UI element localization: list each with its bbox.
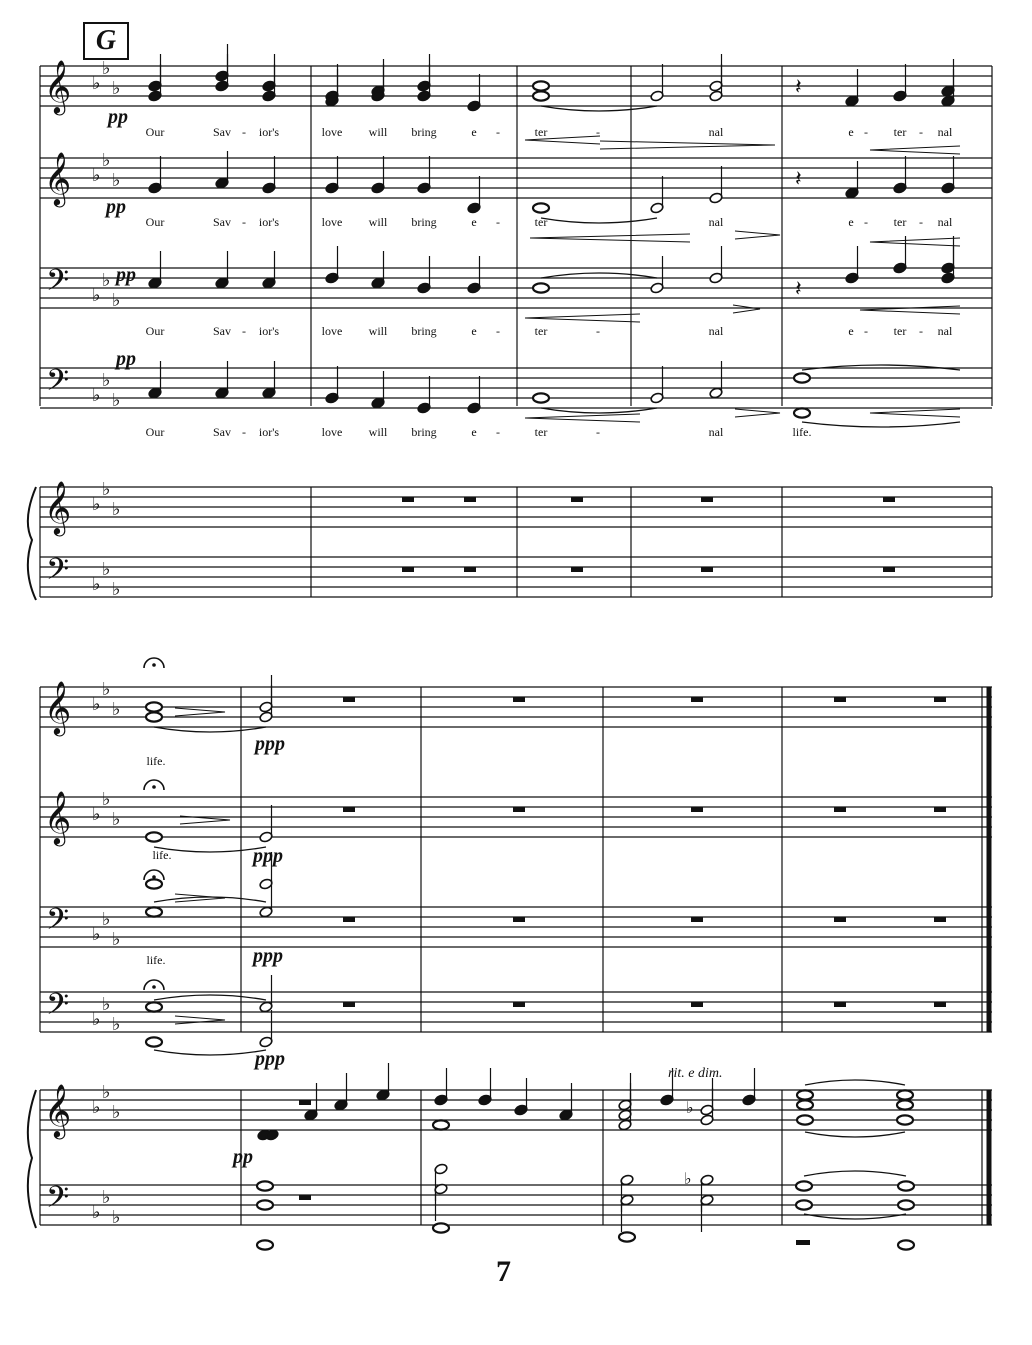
lyric: e <box>471 324 477 338</box>
lyric: ter <box>893 324 907 338</box>
crescendo-hairpin <box>860 306 960 314</box>
piano-lh-clef: 𝄢 <box>46 553 70 594</box>
choir-rest <box>834 807 846 812</box>
lyric: e <box>848 215 854 229</box>
choir-rest <box>691 697 703 702</box>
choir-rest <box>834 917 846 922</box>
whole-note <box>794 408 810 417</box>
lyric: Our <box>145 125 165 139</box>
choir-rest <box>513 807 525 812</box>
tenor-clef: 𝄢 <box>46 264 70 305</box>
alto-2-clef: 𝄞 <box>44 790 72 844</box>
choir-rest <box>513 1002 525 1007</box>
lyric: - <box>596 324 600 338</box>
lyric: nal <box>937 215 953 229</box>
fermata-dot <box>152 663 156 667</box>
lyric: love <box>321 215 343 229</box>
lyric: will <box>368 215 388 229</box>
lyric: nal <box>708 215 724 229</box>
whole-note <box>146 879 162 888</box>
lyric: nal <box>708 425 724 439</box>
fermata-dot <box>152 785 156 789</box>
tie <box>541 106 657 111</box>
lyric: bring <box>411 215 437 229</box>
lyric: - <box>864 215 868 229</box>
crescendo-hairpin <box>870 238 960 246</box>
whole-note <box>533 393 549 402</box>
bass-2-key-signature: ♭ <box>92 1009 101 1030</box>
lyric: - <box>919 125 923 139</box>
tie <box>805 1080 905 1085</box>
lyric: - <box>864 125 868 139</box>
piano-rh-rest <box>402 497 414 502</box>
whole-note <box>797 1090 813 1099</box>
lyric: nal <box>937 125 953 139</box>
bass-2-clef: 𝄢 <box>46 988 70 1029</box>
choir-rest <box>513 917 525 922</box>
flat-accidental: ♭ <box>684 1169 692 1188</box>
tempo-marking: rit. e dim. <box>668 1066 723 1081</box>
lyric: - <box>596 425 600 439</box>
lyric: - <box>496 215 500 229</box>
page-number: 7 <box>496 1255 511 1288</box>
lyric: bring <box>411 324 437 338</box>
crescendo-hairpin <box>530 234 690 242</box>
whole-note <box>898 1200 914 1209</box>
whole-note <box>797 1115 813 1124</box>
alto-lyric-2: life. <box>152 848 172 862</box>
lyric: e <box>471 125 477 139</box>
fermata-dot <box>152 875 156 879</box>
soprano-dynamic: pp <box>108 106 128 128</box>
flat-accidental: ♭ <box>686 1098 694 1117</box>
choir-rest <box>343 917 355 922</box>
lyric: e <box>848 324 854 338</box>
tenor-2-key-signature: ♭ <box>112 929 121 950</box>
bass-clef: 𝄢 <box>46 364 70 405</box>
lyric: - <box>919 215 923 229</box>
piano-lh-rest <box>571 567 583 572</box>
piano-rh-key-signature: ♭ <box>102 479 111 500</box>
lyric: will <box>368 324 388 338</box>
tenor-key-signature: ♭ <box>112 290 121 311</box>
soprano-clef: 𝄞 <box>44 59 72 113</box>
soprano-2-clef: 𝄞 <box>44 680 72 734</box>
choir-rest <box>343 807 355 812</box>
tie <box>154 1050 266 1055</box>
lyric: - <box>864 324 868 338</box>
lyric: - <box>242 324 246 338</box>
piano-lh-rest <box>796 1240 810 1245</box>
soprano-2-key-signature: ♭ <box>112 699 121 720</box>
choir-rest <box>834 697 846 702</box>
lyric: ior's <box>258 125 280 139</box>
lyric: - <box>496 425 500 439</box>
piano-rh-2-clef: 𝄞 <box>44 1083 72 1137</box>
bass-key-signature: ♭ <box>112 390 121 411</box>
whole-note <box>257 1200 273 1209</box>
piano-lh-rest <box>299 1195 311 1200</box>
alto-clef: 𝄞 <box>44 151 72 205</box>
whole-note <box>796 1200 812 1209</box>
whole-note <box>898 1181 914 1190</box>
whole-note <box>897 1090 913 1099</box>
soprano-key-signature: ♭ <box>102 58 111 79</box>
fermata-dot <box>152 985 156 989</box>
lyric: ter <box>893 125 907 139</box>
lyric: e <box>471 215 477 229</box>
choir-rest <box>343 697 355 702</box>
piano-rh-rest <box>299 1100 311 1105</box>
piano-lh-key-signature: ♭ <box>112 579 121 600</box>
crescendo-hairpin <box>525 314 640 322</box>
piano-lh-key-signature: ♭ <box>92 574 101 595</box>
choir-rest <box>934 697 946 702</box>
whole-note <box>897 1100 913 1109</box>
choir-rest <box>934 917 946 922</box>
piano-lh-rest <box>883 567 895 572</box>
piano-rh-2-key-signature: ♭ <box>92 1097 101 1118</box>
bass-key-signature: ♭ <box>102 370 111 391</box>
choir-rest <box>513 697 525 702</box>
tenor-lyric-2: life. <box>146 953 166 967</box>
piano-rh-key-signature: ♭ <box>92 494 101 515</box>
lyric: ter <box>534 425 548 439</box>
whole-note <box>257 1181 273 1190</box>
lyric: e <box>848 125 854 139</box>
choir-rest <box>834 1002 846 1007</box>
lyric: nal <box>708 324 724 338</box>
whole-note <box>619 1232 635 1241</box>
soprano-2-key-signature: ♭ <box>92 694 101 715</box>
lyric: - <box>596 215 600 229</box>
piano-lh-key-signature: ♭ <box>102 559 111 580</box>
lyric: bring <box>411 425 437 439</box>
piano-rh-rest <box>464 497 476 502</box>
tenor-dynamic-2: ppp <box>253 945 283 967</box>
alto-dynamic-2: ppp <box>253 845 283 867</box>
alto-2-key-signature: ♭ <box>112 809 121 830</box>
lyric: - <box>242 215 246 229</box>
tenor-dynamic: pp <box>116 264 136 286</box>
bass-2-key-signature: ♭ <box>112 1014 121 1035</box>
whole-note <box>146 907 162 916</box>
lyric: - <box>242 125 246 139</box>
whole-note <box>257 1240 273 1249</box>
whole-note <box>433 1223 449 1232</box>
choir-rest <box>691 807 703 812</box>
piano-dynamic: pp <box>233 1146 253 1168</box>
crescendo-hairpin <box>525 414 640 422</box>
tie <box>154 995 266 1000</box>
lyric: Sav <box>213 324 231 338</box>
lyric: love <box>321 125 343 139</box>
lyric: Our <box>145 425 165 439</box>
lyric: - <box>596 125 600 139</box>
lyric: bring <box>411 125 437 139</box>
lyric: ior's <box>258 425 280 439</box>
quarter-rest: 𝄽 <box>795 277 802 302</box>
bass-2-key-signature: ♭ <box>102 994 111 1015</box>
piano-lh-2-key-signature: ♭ <box>102 1187 111 1208</box>
piano-lh-rest <box>701 567 713 572</box>
lyric: ior's <box>258 324 280 338</box>
crescendo-hairpin <box>870 146 960 154</box>
tenor-2-key-signature: ♭ <box>102 909 111 930</box>
whole-note <box>796 1181 812 1190</box>
piano-rh-key-signature: ♭ <box>112 499 121 520</box>
tie <box>804 1171 906 1176</box>
tie <box>541 408 657 413</box>
alto-key-signature: ♭ <box>112 170 121 191</box>
lyric: - <box>919 324 923 338</box>
tenor-2-key-signature: ♭ <box>92 924 101 945</box>
tie <box>802 422 960 427</box>
piano-brace <box>28 1090 36 1228</box>
lyric: Our <box>145 215 165 229</box>
lyric: life. <box>792 425 812 439</box>
tenor-2-clef: 𝄢 <box>46 903 70 944</box>
lyric: Sav <box>213 215 231 229</box>
decrescendo-hairpin <box>175 708 225 716</box>
quarter-rest: 𝄽 <box>795 75 802 100</box>
piano-lh-2-key-signature: ♭ <box>112 1207 121 1228</box>
choir-rest <box>934 1002 946 1007</box>
soprano-2-key-signature: ♭ <box>102 679 111 700</box>
piano-rh-rest <box>883 497 895 502</box>
lyric: nal <box>937 324 953 338</box>
lyric: ior's <box>258 215 280 229</box>
piano-rh-2-key-signature: ♭ <box>112 1102 121 1123</box>
whole-note <box>146 1002 162 1011</box>
piano-brace <box>28 487 36 600</box>
piano-rh-clef: 𝄞 <box>44 480 72 534</box>
alto-2-key-signature: ♭ <box>102 789 111 810</box>
whole-note <box>533 203 549 212</box>
whole-note <box>533 91 549 100</box>
choir-rest <box>343 1002 355 1007</box>
rehearsal-mark: G <box>83 22 129 60</box>
whole-note <box>146 1037 162 1046</box>
choir-rest <box>691 1002 703 1007</box>
soprano-lyric-2: life. <box>146 754 166 768</box>
choir-rest <box>691 917 703 922</box>
soprano-key-signature: ♭ <box>92 73 101 94</box>
whole-note <box>533 81 549 90</box>
whole-note <box>146 702 162 711</box>
lyric: Our <box>145 324 165 338</box>
lyric: e <box>471 425 477 439</box>
piano-rh-2-key-signature: ♭ <box>102 1082 111 1103</box>
whole-note <box>146 712 162 721</box>
alto-key-signature: ♭ <box>102 150 111 171</box>
crescendo-hairpin <box>870 409 960 417</box>
lyric: love <box>321 425 343 439</box>
bass-key-signature: ♭ <box>92 385 101 406</box>
piano-rh-rest <box>571 497 583 502</box>
lyric: nal <box>708 125 724 139</box>
lyric: Sav <box>213 425 231 439</box>
lyric: love <box>321 324 343 338</box>
tie <box>805 1132 905 1137</box>
lyric: - <box>496 324 500 338</box>
lyric: Sav <box>213 125 231 139</box>
alto-2-key-signature: ♭ <box>92 804 101 825</box>
decrescendo-hairpin <box>735 231 780 239</box>
lyric: will <box>368 425 388 439</box>
lyric: will <box>368 125 388 139</box>
tie <box>541 273 657 278</box>
lyric: ter <box>534 125 548 139</box>
lyric: ter <box>534 215 548 229</box>
whole-note <box>897 1115 913 1124</box>
piano-lh-rest <box>464 567 476 572</box>
lyric: ter <box>534 324 548 338</box>
tenor-key-signature: ♭ <box>92 285 101 306</box>
piano-lh-2-key-signature: ♭ <box>92 1202 101 1223</box>
whole-note <box>146 832 162 841</box>
quarter-rest: 𝄽 <box>795 167 802 192</box>
soprano-dynamic-2: ppp <box>255 733 285 755</box>
piano-lh-rest <box>402 567 414 572</box>
alto-key-signature: ♭ <box>92 165 101 186</box>
decrescendo-hairpin <box>735 409 780 417</box>
tenor-key-signature: ♭ <box>102 270 111 291</box>
decrescendo-hairpin <box>733 305 760 313</box>
piano-rh-rest <box>701 497 713 502</box>
tie <box>154 727 266 732</box>
lyric: - <box>242 425 246 439</box>
whole-note <box>433 1120 449 1129</box>
bass-dynamic-2: ppp <box>255 1048 285 1070</box>
piano-lh-2-clef: 𝄢 <box>46 1181 70 1222</box>
whole-note <box>794 373 810 382</box>
whole-note <box>898 1240 914 1249</box>
soprano-key-signature: ♭ <box>112 78 121 99</box>
whole-note <box>533 283 549 292</box>
whole-note <box>797 1100 813 1109</box>
lyric: ter <box>893 215 907 229</box>
decrescendo-hairpin <box>175 1016 225 1024</box>
alto-dynamic: pp <box>106 196 126 218</box>
choir-rest <box>934 807 946 812</box>
bass-dynamic: pp <box>116 348 136 370</box>
lyric: - <box>496 125 500 139</box>
decrescendo-hairpin <box>600 141 775 149</box>
